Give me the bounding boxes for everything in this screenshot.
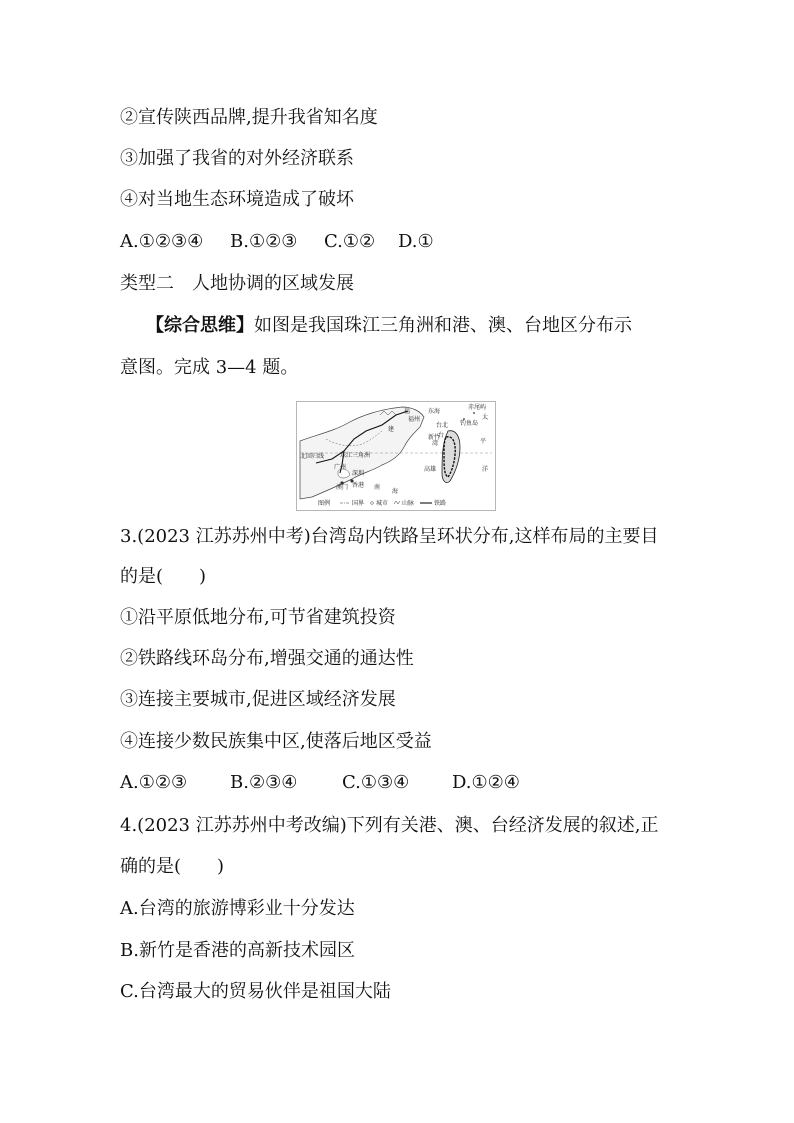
label-aomen: 澳门 — [336, 484, 349, 491]
legend-railway: 铁路 — [434, 500, 447, 507]
q3-choice-a: A.①②③ — [120, 772, 188, 793]
label-fujian: 福 — [404, 408, 411, 415]
label-nan: 南 — [374, 484, 381, 491]
map-figure — [296, 401, 496, 511]
q3-option-1: ①沿平原低地分布,可节省建筑投资 — [120, 607, 396, 628]
legend-city: 城市 — [376, 500, 389, 507]
q2-choice-a: A.①②③④ — [120, 231, 204, 252]
q2-option-4: ④对当地生态环境造成了破坏 — [120, 189, 354, 210]
legend-mountain: 山脉 — [402, 500, 415, 507]
q2-choices — [120, 230, 434, 254]
q2-choice-c: C.①② — [324, 231, 376, 252]
q2-option-2: ②宣传陕西品牌,提升我省知名度 — [120, 107, 378, 128]
label-wan: 湾 — [432, 440, 439, 447]
q4-stem-2: 确的是( ) — [120, 856, 225, 877]
label-donghai: 东海 — [428, 408, 441, 415]
q2-option-3: ③加强了我省的对外经济联系 — [120, 148, 354, 169]
label-xianggang: 香港 — [352, 482, 365, 489]
prd-hk-macao-taiwan-map — [296, 401, 496, 511]
q3-choice-c: C.①③④ — [342, 772, 410, 793]
label-ping: 平 — [480, 438, 487, 445]
label-fuzhou: 福州 — [408, 416, 421, 423]
label-yang: 洋 — [482, 466, 489, 473]
label-prd: 珠江三角洲 — [340, 452, 371, 459]
q3-choice-b: B.②③④ — [230, 772, 298, 793]
q3-choices — [120, 771, 520, 795]
label-gaoxiong: 高雄 — [424, 466, 437, 473]
q3-option-2: ②铁路线环岛分布,增强交通的通达性 — [120, 648, 414, 669]
label-diaoyu: 钓鱼岛 — [460, 420, 479, 427]
q4-option-a: A.台湾的旅游博彩业十分发达 — [120, 898, 355, 919]
q2-choice-b: B.①②③ — [230, 231, 298, 252]
legend-border: 国界 — [352, 500, 365, 507]
label-jian: 建 — [388, 426, 395, 433]
section-title: 类型二 人地协调的区域发展 — [120, 273, 354, 294]
intro-text: 如图是我国珠江三角洲和港、澳、台地区分布示 — [254, 315, 632, 336]
label-hai: 海 — [392, 488, 399, 495]
q3-option-3: ③连接主要城市,促进区域经济发展 — [120, 689, 396, 710]
legend-title: 图例 — [318, 500, 331, 507]
intro-line-2: 意图。完成 3—4 题。 — [120, 357, 299, 378]
q4-stem-1: 4.(2023 江苏苏州中考改编)下列有关港、澳、台经济发展的叙述,正 — [120, 815, 659, 836]
q4-option-b: B.新竹是香港的高新技术园区 — [120, 940, 355, 961]
intro-line-1 — [146, 314, 632, 338]
q3-stem-1: 3.(2023 江苏苏州中考)台湾岛内铁路呈环状分布,这样布局的主要目 — [120, 526, 659, 547]
label-guangzhou: 广州 — [334, 464, 347, 471]
label-taibei: 台北 — [436, 422, 449, 429]
label-tropic: 北回归线 — [300, 453, 325, 460]
label-chiwei: 赤尾屿 — [468, 404, 487, 411]
label-xinzhu: 新竹 — [428, 434, 441, 441]
q3-stem-2: 的是( ) — [120, 566, 207, 587]
q2-choice-d: D.① — [398, 231, 434, 252]
q3-option-4: ④连接少数民族集中区,使落后地区受益 — [120, 731, 432, 752]
intro-tag: 【综合思维】 — [146, 315, 254, 336]
label-shenzhen: 深圳 — [352, 470, 365, 477]
q3-choice-d: D.①②④ — [452, 772, 520, 793]
q4-option-c: C.台湾最大的贸易伙伴是祖国大陆 — [120, 981, 391, 1002]
label-tai: 太 — [482, 414, 489, 421]
label-taiwan: 台 — [438, 432, 445, 439]
chiwei-dot — [473, 412, 475, 414]
